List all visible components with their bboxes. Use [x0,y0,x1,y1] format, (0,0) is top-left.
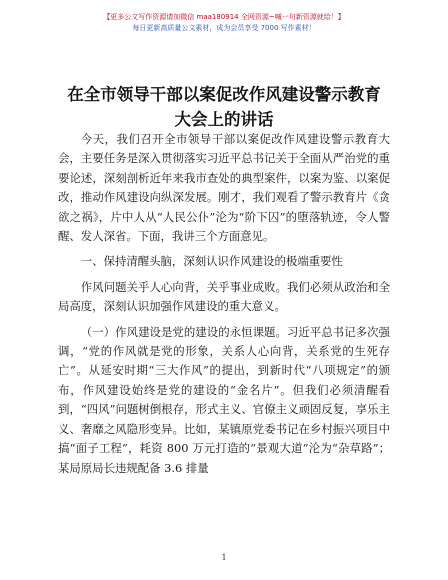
header-banner [0,12,448,34]
banner-line-1: 【更多公文写作资源请加微信 maa180914 全网资源~喊一句新资源就给！】 [103,13,345,21]
page-number: 1 [221,553,227,562]
paragraph: 作风问题关乎人心向背，关乎事业成败。我们必须从政治和全局高度，深刻认识加强作风建设的重大意义。 [58,279,390,314]
document-title: 在全市领导干部以案促改作风建设警示教育大会上的讲话 [67,85,381,129]
paragraph: （一）作风建设是党的建设的永恒课题。习近平总书记多次强调，“党的作风就是党的形象，关系人心向背，关系党的生死存亡”。从延安时期“三大作风”的提出，到新时代“八项规定”的颁布，作风建设始终是党的建设的“金名片”。但我们必须清醒看到，“四风”问题树倒根存，形式主义、官僚主义顽固反复，享乐主义、奢靡之风隐形变异。比如，某镇原党委书记在乡村振兴项目中搞“面子工程”，耗资 800 万元打造的“景观大道”沦为“杂草路”；某局原局长违规配备 3.6 排量 [58,324,390,475]
section-heading-1: 一、保持清醒头脑，深刻认识作风建设的极端重要性 [80,254,343,269]
document-body [58,130,390,478]
paragraph-intro: 今天，我们召开全市领导干部以案促改作风建设警示教育大会，主要任务是深入贯彻落实习近平总书记关于全面从严治党的重要论述，深刻剖析近年来我市查处的典型案件，以案为鉴、以案促改，推动作风建设向纵深发展。刚才，我们观看了警示教育片《贪欲之祸》，片中人从“人民公仆”沦为“阶下囚”的堕落轨迹，令人警醒、发人深省。下面，我讲三个方面意见。 [58,132,390,244]
banner-line-2: 每日更新高质量公文素材，成为会员享受 7000 写作素材！ [132,24,316,32]
